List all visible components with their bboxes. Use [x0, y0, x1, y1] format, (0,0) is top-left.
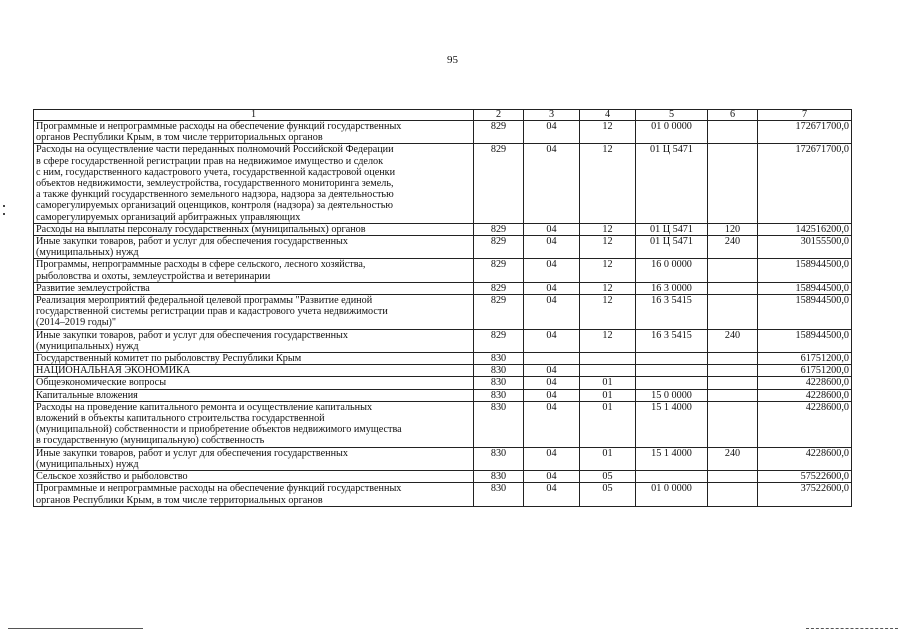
- cell-expense-type: 240: [708, 236, 758, 259]
- header-col-6: 6: [708, 110, 758, 121]
- cell-expense-type: [708, 121, 758, 144]
- cell-name: Программные и непрограммные расходы на обеспечение функций государственных органов Республики Крым, в том числе территориальных органов: [34, 121, 474, 144]
- cell-expense-type: [708, 259, 758, 282]
- cell-expense-type: [708, 377, 758, 389]
- header-col-3: 3: [524, 110, 580, 121]
- cell-name: Иные закупки товаров, работ и услуг для обеспечения государственных (муниципальных) нужд: [34, 236, 474, 259]
- cell-section: 04: [524, 121, 580, 144]
- cell-name: НАЦИОНАЛЬНАЯ ЭКОНОМИКА: [34, 365, 474, 377]
- cell-section: 04: [524, 295, 580, 330]
- cell-target-article: 15 1 4000: [636, 447, 708, 470]
- cell-section: 04: [524, 223, 580, 235]
- cell-subsection: 12: [580, 223, 636, 235]
- cell-name: Реализация мероприятий федеральной целевой программы "Развитие единой государственной системы регистрации прав и кадастрового учета недвижимости (2014–2019 годы)": [34, 295, 474, 330]
- cell-expense-type: [708, 353, 758, 365]
- table-row: [34, 144, 852, 223]
- cell-target-article: 16 3 5415: [636, 295, 708, 330]
- cell-target-article: 16 3 0000: [636, 282, 708, 294]
- cell-target-article: [636, 353, 708, 365]
- cell-expense-type: 240: [708, 329, 758, 352]
- cell-expense-type: [708, 401, 758, 447]
- cell-admin-code: 829: [474, 144, 524, 223]
- cell-amount: 142516200,0: [758, 223, 852, 235]
- header-row: [34, 110, 852, 121]
- cell-name: Программы, непрограммные расходы в сфере сельского, лесного хозяйства, рыболовства и охоты, землеустройства и ветеринарии: [34, 259, 474, 282]
- table-row: [34, 282, 852, 294]
- table-row: [34, 353, 852, 365]
- header-col-4: 4: [580, 110, 636, 121]
- cell-target-article: 01 0 0000: [636, 121, 708, 144]
- cell-expense-type: [708, 295, 758, 330]
- cell-name: Иные закупки товаров, работ и услуг для обеспечения государственных (муниципальных) нужд: [34, 329, 474, 352]
- cell-expense-type: [708, 282, 758, 294]
- cell-target-article: [636, 471, 708, 483]
- budget-table: [33, 109, 852, 507]
- cell-subsection: 05: [580, 483, 636, 506]
- table-row: [34, 329, 852, 352]
- cell-expense-type: [708, 483, 758, 506]
- cell-amount: 30155500,0: [758, 236, 852, 259]
- table-row: [34, 471, 852, 483]
- header-col-2: 2: [474, 110, 524, 121]
- cell-name: Программные и непрограммные расходы на обеспечение функций государственных органов Республики Крым, в том числе территориальных органов: [34, 483, 474, 506]
- header-col-7: 7: [758, 110, 852, 121]
- cell-admin-code: 829: [474, 223, 524, 235]
- edge-mark: [3, 205, 5, 207]
- cell-amount: 172671700,0: [758, 144, 852, 223]
- cell-subsection: 05: [580, 471, 636, 483]
- table-row: [34, 389, 852, 401]
- cell-section: 04: [524, 377, 580, 389]
- cell-name: Общеэкономические вопросы: [34, 377, 474, 389]
- cell-section: 04: [524, 471, 580, 483]
- cell-amount: 4228600,0: [758, 447, 852, 470]
- cell-amount: 158944500,0: [758, 329, 852, 352]
- cell-name: Расходы на осуществление части переданных полномочий Российской Федерации в сфере государственной регистрации прав на недвижимое имущество и сделок с ним, государственного кадастрового учета, государственной кадастровой оценки объектов недвижимости, землеустройства, государственного мониторинга земель, а также функций государственного земельного надзора, надзора за деятельностью саморегулируемых организаций оценщиков, контроля (надзора) за деятельностью саморегулируемых организаций арбитражных управляющих: [34, 144, 474, 223]
- cell-admin-code: 829: [474, 282, 524, 294]
- cell-subsection: 12: [580, 295, 636, 330]
- table-row: [34, 483, 852, 506]
- cell-expense-type: 240: [708, 447, 758, 470]
- cell-section: 04: [524, 483, 580, 506]
- edge-mark: [3, 213, 5, 215]
- cell-subsection: 12: [580, 282, 636, 294]
- header-col-1: 1: [34, 110, 474, 121]
- cell-subsection: [580, 365, 636, 377]
- cell-subsection: 01: [580, 447, 636, 470]
- cell-expense-type: [708, 365, 758, 377]
- cell-target-article: 01 Ц 5471: [636, 236, 708, 259]
- cell-section: 04: [524, 259, 580, 282]
- cell-expense-type: [708, 389, 758, 401]
- table-row: [34, 365, 852, 377]
- table-row: [34, 223, 852, 235]
- page-number: 95: [447, 54, 458, 66]
- cell-section: 04: [524, 447, 580, 470]
- cell-amount: 158944500,0: [758, 282, 852, 294]
- cell-section: 04: [524, 401, 580, 447]
- cell-target-article: 16 3 5415: [636, 329, 708, 352]
- cell-admin-code: 829: [474, 329, 524, 352]
- cell-amount: 61751200,0: [758, 353, 852, 365]
- cell-admin-code: 829: [474, 259, 524, 282]
- cell-subsection: 01: [580, 401, 636, 447]
- cell-expense-type: [708, 471, 758, 483]
- table-row: [34, 259, 852, 282]
- cell-amount: 172671700,0: [758, 121, 852, 144]
- cell-target-article: 01 0 0000: [636, 483, 708, 506]
- cell-name: Иные закупки товаров, работ и услуг для обеспечения государственных (муниципальных) нужд: [34, 447, 474, 470]
- cell-subsection: [580, 353, 636, 365]
- cell-expense-type: [708, 144, 758, 223]
- cell-section: 04: [524, 389, 580, 401]
- cell-subsection: 12: [580, 236, 636, 259]
- cell-target-article: 01 Ц 5471: [636, 144, 708, 223]
- cell-subsection: 12: [580, 259, 636, 282]
- table-row: [34, 377, 852, 389]
- cell-subsection: 01: [580, 389, 636, 401]
- cell-subsection: 12: [580, 121, 636, 144]
- cell-admin-code: 830: [474, 365, 524, 377]
- cell-section: 04: [524, 282, 580, 294]
- table-row: [34, 236, 852, 259]
- cell-subsection: 12: [580, 144, 636, 223]
- cell-name: Капитальные вложения: [34, 389, 474, 401]
- cell-name: Государственный комитет по рыболовству Республики Крым: [34, 353, 474, 365]
- cell-section: 04: [524, 236, 580, 259]
- cell-amount: 4228600,0: [758, 401, 852, 447]
- footer-rule-right: [806, 628, 898, 629]
- table-row: [34, 401, 852, 447]
- cell-section: 04: [524, 144, 580, 223]
- cell-expense-type: 120: [708, 223, 758, 235]
- cell-subsection: 01: [580, 377, 636, 389]
- cell-admin-code: 830: [474, 401, 524, 447]
- cell-amount: 158944500,0: [758, 259, 852, 282]
- table-row: [34, 121, 852, 144]
- cell-target-article: [636, 377, 708, 389]
- cell-amount: 4228600,0: [758, 389, 852, 401]
- cell-target-article: 01 Ц 5471: [636, 223, 708, 235]
- cell-name: Расходы на проведение капитального ремонта и осуществление капитальных вложений в объекты капитального строительства государственной (муниципальной) собственности и приобретение объектов недвижимого имущества в государственную (муниципальную) собственность: [34, 401, 474, 447]
- cell-name: Развитие землеустройства: [34, 282, 474, 294]
- cell-section: 04: [524, 329, 580, 352]
- cell-admin-code: 830: [474, 447, 524, 470]
- table-row: [34, 447, 852, 470]
- cell-amount: 57522600,0: [758, 471, 852, 483]
- cell-target-article: 15 1 4000: [636, 401, 708, 447]
- cell-name: Сельское хозяйство и рыболовство: [34, 471, 474, 483]
- cell-admin-code: 830: [474, 483, 524, 506]
- cell-target-article: 15 0 0000: [636, 389, 708, 401]
- cell-amount: 37522600,0: [758, 483, 852, 506]
- cell-admin-code: 830: [474, 377, 524, 389]
- cell-subsection: 12: [580, 329, 636, 352]
- footer-rule-left: [8, 628, 143, 629]
- cell-target-article: [636, 365, 708, 377]
- cell-section: 04: [524, 365, 580, 377]
- cell-admin-code: 830: [474, 353, 524, 365]
- cell-admin-code: 830: [474, 389, 524, 401]
- cell-admin-code: 830: [474, 471, 524, 483]
- cell-amount: 158944500,0: [758, 295, 852, 330]
- header-col-5: 5: [636, 110, 708, 121]
- cell-admin-code: 829: [474, 236, 524, 259]
- table-row: [34, 295, 852, 330]
- cell-name: Расходы на выплаты персоналу государственных (муниципальных) органов: [34, 223, 474, 235]
- cell-admin-code: 829: [474, 295, 524, 330]
- cell-amount: 4228600,0: [758, 377, 852, 389]
- cell-amount: 61751200,0: [758, 365, 852, 377]
- cell-target-article: 16 0 0000: [636, 259, 708, 282]
- cell-section: [524, 353, 580, 365]
- cell-admin-code: 829: [474, 121, 524, 144]
